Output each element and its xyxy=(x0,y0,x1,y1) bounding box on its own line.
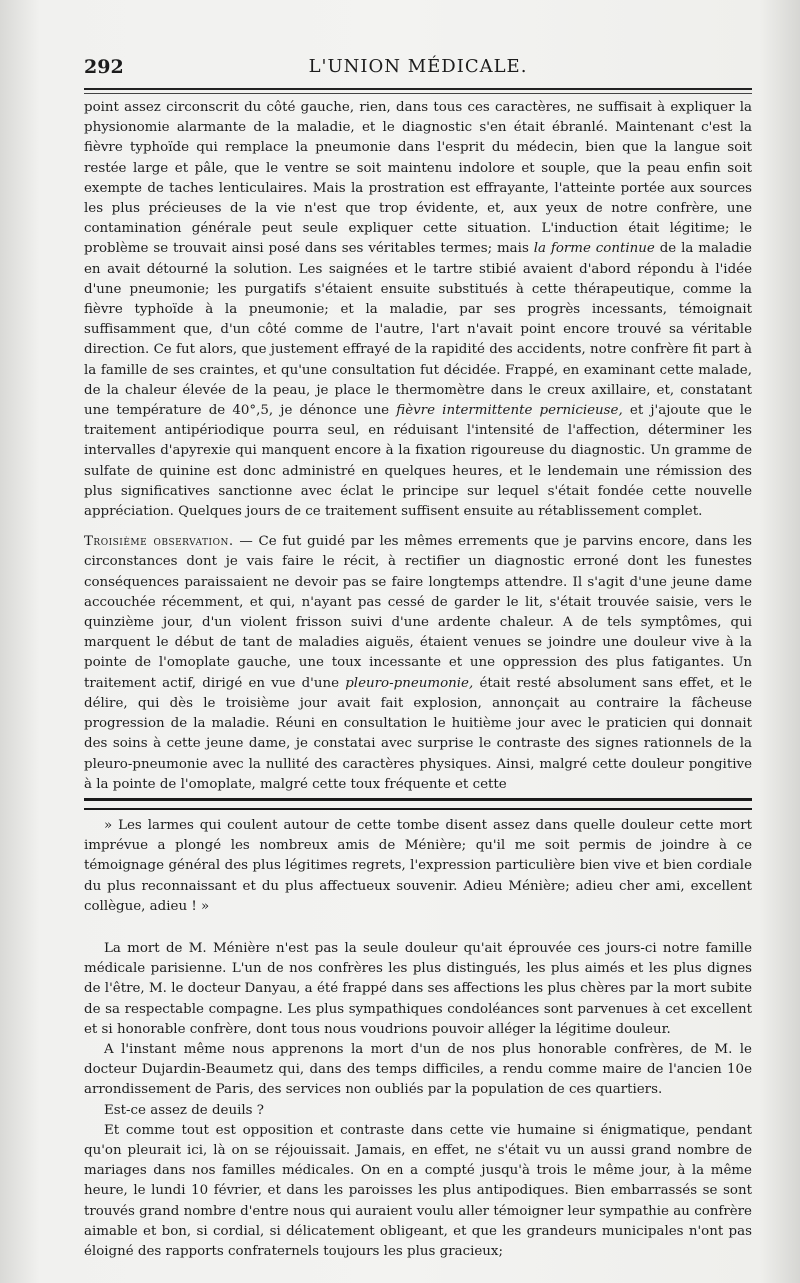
news-paragraph: A l'instant même nous apprenons la mort d'un de nos plus honorable confrères, de M. le docteur Dujardin-Beaumetz qui, dans des temps difficiles, a rendu comme maire de l'ancien 10e arrondissement de Paris, des services non oubliés par la population de ces quartiers. xyxy=(84,1042,752,1098)
italic-phrase: pleuro-pneumonie, xyxy=(345,675,474,691)
news-paragraph: La mort de M. Ménière n'est pas la seule douleur qu'ait éprouvée ces jours-ci notre famille médicale parisienne. L'un de nos confrères les plus distingués, les plus aimés et les plus dignes de l'être, M. le docteur Danyau, a été frappé dans ses affections les plus chères par la mort subite de sa respectable compagne. Les plus sympathiques condoléances sont parvenues à cet excellent et si honorable confrère, dont tous nous voudrions pouvoir alléger la légitime douleur. xyxy=(84,941,752,1037)
feuilleton-divider xyxy=(84,798,752,810)
journal-title: L'UNION MÉDICALE. xyxy=(308,56,528,77)
page-number: 292 xyxy=(84,56,124,78)
italic-phrase: la forme continue xyxy=(533,241,655,257)
italic-phrase: fièvre intermittente pernicieuse, xyxy=(396,403,623,419)
news-paragraph: Et comme tout est opposition et contraste dans cette vie humaine si énigmatique, pendant qu'on pleurait ici, là on se réjouissait. Jamais, en effet, ne s'était vu un aussi grand nombre de mariages dans nos familles médicales. On en a compté jusqu'à trois le même jour, à la même heure, le lundi 10 février, et dans les paroisses les plus antipodiques. Bien embarrassés se sont trouvés grand nombre d'entre nous qui auraient voulu aller témoigner leur sympathie au confrère aimable et bon, si cordial, si délicatement obligeant, et que les grandeurs municipales n'ont pas éloigné des rapports confraternels toujours les plus gracieux; xyxy=(84,1122,752,1260)
article-column xyxy=(84,98,752,795)
header-rule-thin xyxy=(84,93,752,94)
text-run: — Ce fut guidé par les mêmes errements que je parvins encore, dans les circonstances dont je vais faire le récit, à rectifier un diagnostic erroné dont les funestes conséquences paraissaient ne devoir pas se faire longtemps attendre. Il s'agit d'une jeune dame accouchée récemment, et qui, n'ayant pas cessé de garder le lit, s'était trouvée saisie, vers le quinzième jour, d'un violent frisson suivi d'une ardente chaleur. A de tels symptômes, qui marquent le début de tant de maladies aiguës, étaient venues se joindre une douleur vive à la pointe de l'omoplate gauche, une toux incessante et une oppression des plus fatigantes. Un traitement actif, dirigé en vue d'une xyxy=(84,534,752,691)
text-run: de la maladie en avait détourné la solution. Les saignées et le tartre stibié avaient d'abord répondu à l'idée d'une pneumonie; les purgatifs s'étaient ensuite substitués à cette thérapeutique, comme la fièvre typhoïde à la pneumonie; et la maladie, par ses progrès incessants, témoignait suffisamment que, d'un côté comme de l'autre, l'art n'avait point encore trouvé sa véritable direction. Ce fut alors, que justement effrayé de la rapidité des accidents, notre confrère fit part à la famille de ses craintes, et qu'une consultation fut décidée. Frappé, en examinant cette malade, de la chaleur élevée de la peau, je place le thermomètre dans le creux axillaire, et, constatant une température de 40°,5, je dénonce une xyxy=(84,241,752,419)
observation-paragraph xyxy=(84,98,752,522)
third-observation-paragraph xyxy=(84,532,752,795)
section-heading: Troisième observation. xyxy=(84,534,234,550)
header-rule xyxy=(84,88,752,90)
text-run: et j'ajoute que le traitement antipériodique pourra seul, en réduisant l'intensité de l'affection, déterminer les intervalles d'apyrexie qui manquent encore à la fixation rigoureuse du diagnostic. Un gramme de sulfate de quinine est donc administré en quelques heures, et le lendemain une rémission des plus significatives sanctionne avec éclat le principe sur lequel s'était fondée cette nouvelle appréciation. Quelques jours de ce traitement suffisent ensuite au rétablissement complet. xyxy=(84,403,752,520)
page-header xyxy=(84,52,752,82)
feuilleton-column xyxy=(84,816,752,1262)
text-run: point assez circonscrit du côté gauche, rien, dans tous ces caractères, ne suffisait à expliquer la physionomie alarmante de la maladie, et le diagnostic s'en était ébranlé. Maintenant c'est la fièvre typhoïde qui remplace la pneumonie dans l'esprit du médecin, bien que la langue soit restée large et pâle, que le ventre se soit maintenu indolore et souple, que la peau enfin soit exempte de taches lenticulaires. Mais la prostration est effrayante, l'atteinte portée aux sources les plus précieuses de la vie n'est que trop évidente, et, aux yeux de notre confrère, une contamination générale peut seule expliquer cette situation. L'induction était légitime; le problème se trouvait ainsi posé dans ses véritables termes; mais xyxy=(84,100,752,257)
news-paragraph: Est-ce assez de deuils ? xyxy=(104,1102,264,1118)
text-run: était resté absolument sans effet, et le délire, qui dès le troisième jour avait fait explosion, annonçait au contraire la fâcheuse progression de la maladie. Réuni en consultation le huitième jour avec le praticien qui donnait des soins à cette jeune dame, je constatai avec surprise le contraste des signes rationnels de la pleuro-pneumonie avec la nullité des caractères physiques. Ainsi, malgré cette douleur pongitive à la pointe de l'omoplate, malgré cette toux fréquente et cette xyxy=(84,675,753,792)
eulogy-quote: » Les larmes qui coulent autour de cette tombe disent assez dans quelle douleur cette mort imprévue a plongé les nombreux amis de Ménière; qu'il me soit permis de joindre à ce témoignage général des plus légitimes regrets, l'expression particulière bien vive et bien cordiale du plus reconnaissant et du plus affectueux souvenir. Adieu Ménière; adieu cher ami, excellent collègue, adieu ! » xyxy=(84,818,752,914)
